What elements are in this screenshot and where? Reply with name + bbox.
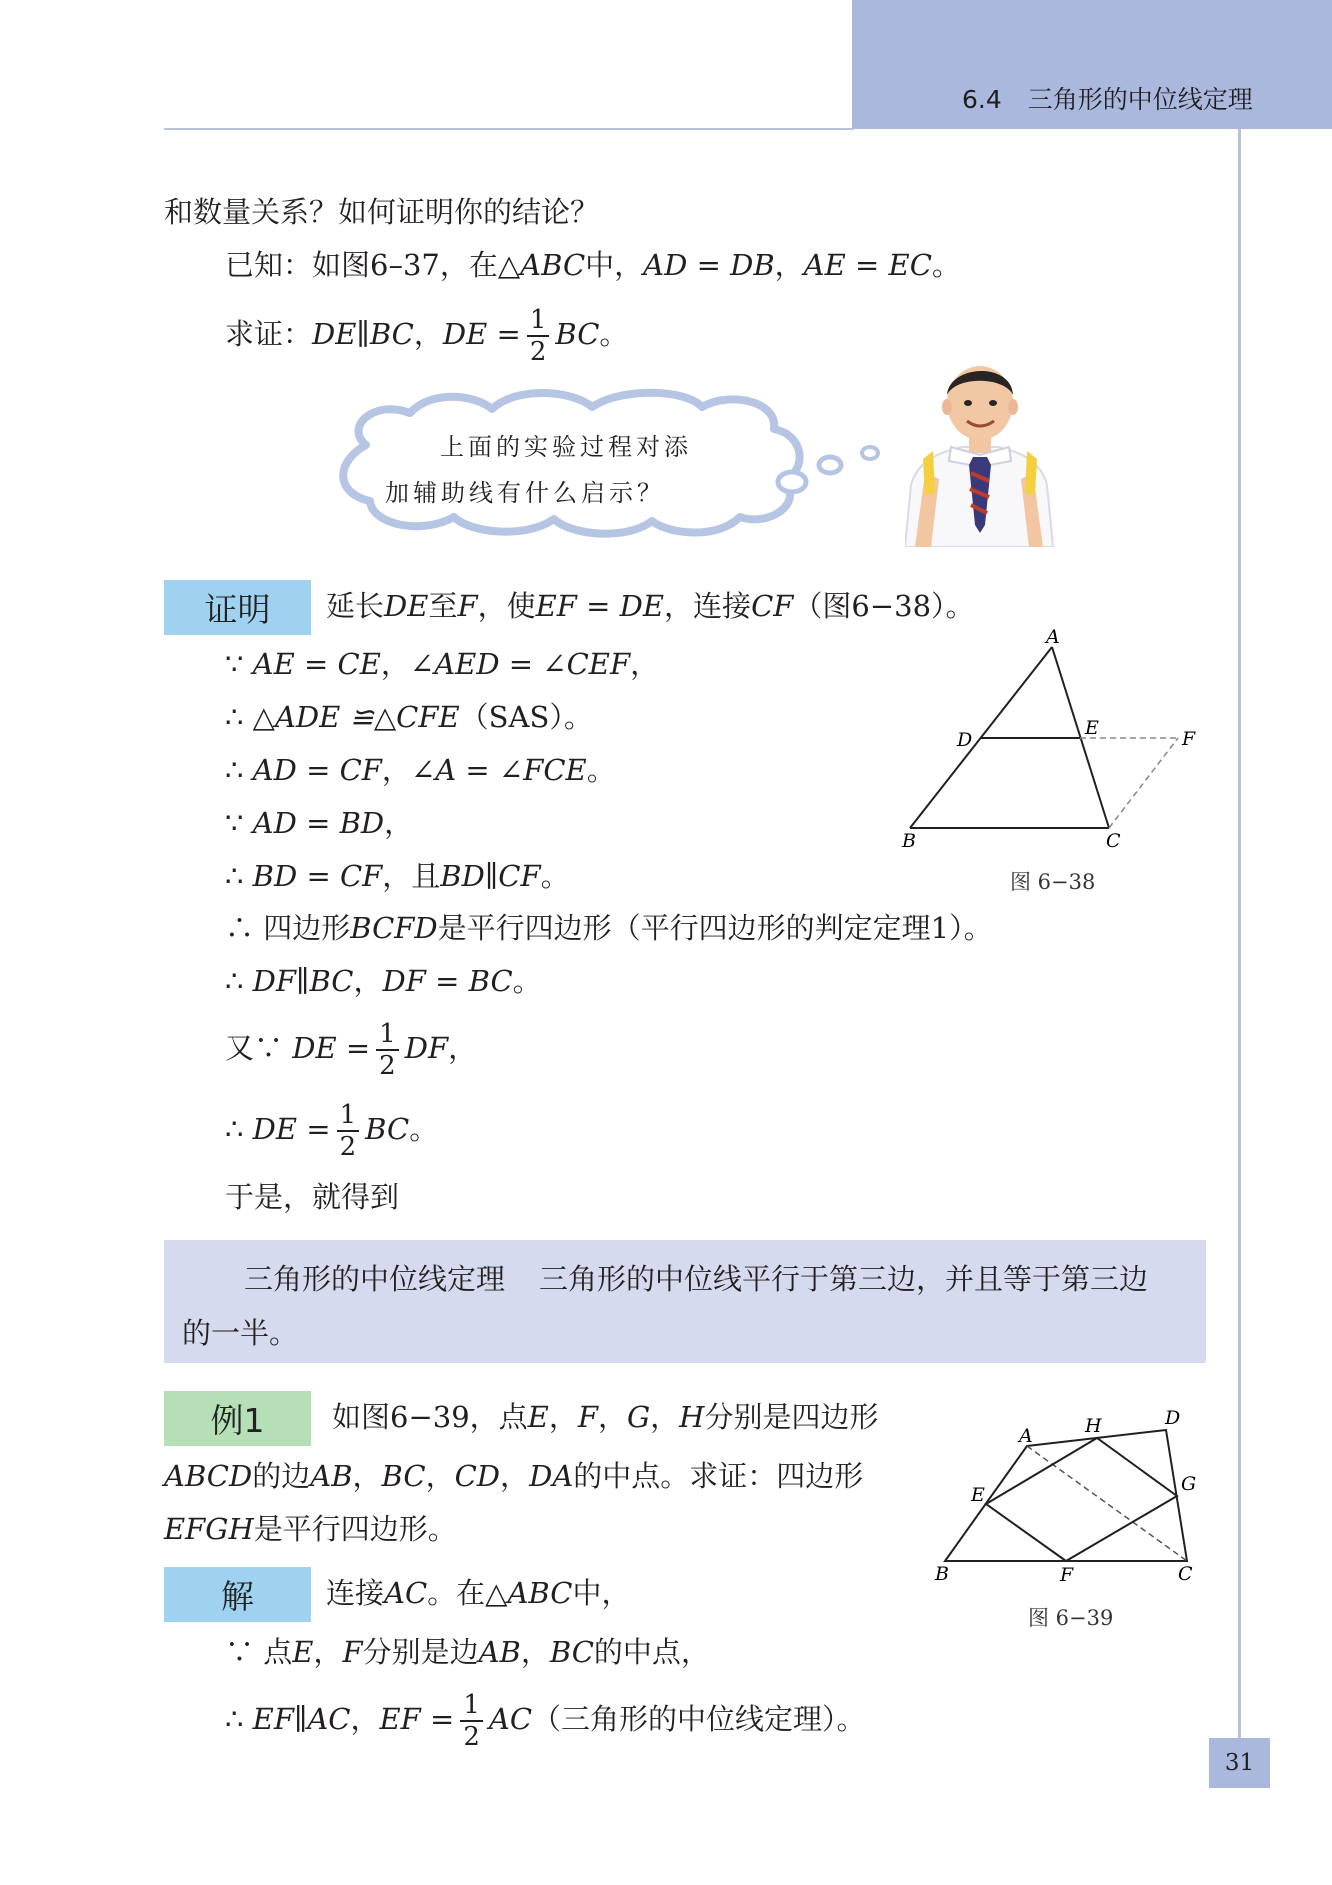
ex2-d: ， — [352, 1459, 382, 1493]
section-header — [962, 80, 1253, 116]
s1-end: ， — [630, 647, 660, 681]
given-statement — [225, 248, 961, 283]
s1-a: AE = CE — [252, 647, 381, 681]
solution-line-1 — [326, 1576, 630, 1611]
s7-end: 。 — [512, 964, 542, 998]
s1-sep: ， — [380, 647, 410, 681]
s6-c: 是平行四边形（平行四边形的判定定理1）。 — [437, 911, 993, 945]
given-mid: 中， — [585, 248, 644, 282]
figure-6-38 — [880, 625, 1210, 850]
s2-b: （SAS）。 — [459, 700, 593, 734]
s8-a: DE = — [292, 1031, 371, 1065]
label-D: D — [1165, 1407, 1181, 1429]
ex2-g: CD — [454, 1459, 501, 1493]
proof-step-4 — [225, 806, 413, 841]
label-H: H — [1085, 1415, 1102, 1437]
example-line-2 — [164, 1459, 863, 1494]
ex1-g: ， — [650, 1400, 680, 1434]
frac-num: 1 — [337, 1102, 360, 1132]
therefore-symbol: ∴ — [225, 1112, 244, 1146]
given-eq2: AE = EC — [803, 248, 932, 282]
s9-end: 。 — [409, 1112, 439, 1146]
therefore-symbol: ∴ — [225, 700, 244, 734]
header-rule — [164, 128, 854, 130]
ex2-e: BC — [381, 1459, 426, 1493]
ex2-c: AB — [310, 1459, 353, 1493]
ex1-i: 分别是四边形 — [704, 1400, 879, 1434]
s3-sep: ， — [381, 753, 411, 787]
proof-step-2 — [225, 700, 593, 735]
sol1-d: ABC — [507, 1576, 573, 1610]
sol2-f: AB — [478, 1635, 521, 1669]
s3-end: 。 — [586, 753, 616, 787]
s8-end: ， — [448, 1031, 478, 1065]
frac-num: 1 — [527, 307, 550, 337]
sol2-i: 的中点， — [593, 1635, 710, 1669]
s0-c: 至 — [428, 589, 458, 623]
sol1-a: 连接 — [326, 1576, 385, 1610]
bubble-line-1: 上面的实验过程对添 — [440, 433, 692, 461]
because-symbol: ∵ — [225, 647, 244, 681]
proof-step-7 — [225, 964, 542, 999]
sol1-e: 中， — [572, 1576, 631, 1610]
prove-sep: ， — [413, 317, 443, 351]
s8-pre: 又∵ — [225, 1031, 284, 1065]
ex2-b: 的边 — [252, 1459, 311, 1493]
s7-a: DF∥BC — [252, 964, 354, 998]
theorem-line-2: 的一半。 — [182, 1316, 299, 1350]
sol2-c: ， — [313, 1635, 343, 1669]
s9-a: DE = — [252, 1112, 331, 1146]
sol2-e: 分别是边 — [362, 1635, 479, 1669]
given-triangle: ABC — [520, 248, 586, 282]
s6-b: BCFD — [350, 911, 438, 945]
fraction-half — [337, 1102, 360, 1160]
bubble-line-2: 加辅助线有什么启示？ — [385, 479, 665, 507]
s9-b: BC — [365, 1112, 410, 1146]
figure-6-38-caption: 图 6−38 — [1010, 870, 1096, 894]
sol1-c: 。在△ — [427, 1576, 508, 1610]
boy-illustration — [905, 355, 1055, 547]
theorem-text-1: 三角形的中位线平行于第三边，并且等于第三边 — [539, 1262, 1149, 1296]
sol3-b: EF = — [379, 1702, 455, 1736]
s0-g: ，连接 — [664, 589, 752, 623]
given-prefix: 已知：如图6–37，在△ — [225, 248, 521, 282]
frac-den: 2 — [379, 1051, 396, 1081]
s6-a: 四边形 — [263, 911, 351, 945]
example-line-1 — [332, 1400, 878, 1435]
fraction-half — [460, 1692, 483, 1750]
prove-c: BC — [555, 317, 600, 351]
therefore-symbol: ∴ — [225, 911, 255, 945]
figure-6-39 — [925, 1400, 1215, 1590]
given-eq1: AD = DB — [643, 248, 775, 282]
frac-num: 1 — [376, 1021, 399, 1051]
s5-sep: ，且 — [382, 859, 441, 893]
proof-step-10: 于是，就得到 — [225, 1180, 400, 1214]
s2-a: △ADE ≌△CFE — [252, 700, 460, 734]
s5-end: 。 — [540, 859, 570, 893]
frac-den: 2 — [339, 1132, 357, 1162]
label-A: A — [1019, 1425, 1033, 1447]
sol2-g: ， — [520, 1635, 550, 1669]
therefore-symbol: ∴ — [225, 753, 244, 787]
thought-bubble — [326, 385, 896, 545]
label-C: C — [1178, 1563, 1193, 1585]
s3-a: AD = CF — [252, 753, 382, 787]
s5-a: BD = CF — [252, 859, 383, 893]
sol2-h: BC — [549, 1635, 594, 1669]
prove-statement — [225, 307, 628, 365]
frac-den: 2 — [463, 1722, 480, 1752]
theorem-name: 三角形的中位线定理 — [244, 1262, 506, 1296]
proof-step-3 — [225, 753, 616, 788]
s0-i: （图6−38）。 — [793, 589, 975, 623]
label-B: B — [935, 1563, 949, 1585]
example-label: 例1 — [164, 1391, 311, 1446]
s0-e: ，使 — [477, 589, 536, 623]
prove-a: DE∥BC — [312, 317, 414, 351]
prove-b: DE = — [442, 317, 521, 351]
page-number: 31 — [1209, 1738, 1270, 1788]
margin-rule — [1238, 129, 1241, 1739]
ex2-a: ABCD — [164, 1459, 253, 1493]
ex1-b: E — [527, 1400, 549, 1434]
sol2-a: 点 — [263, 1635, 293, 1669]
label-G: G — [1181, 1473, 1197, 1495]
ex2-j: 的中点。求证：四边形 — [573, 1459, 864, 1493]
label-E: E — [1085, 717, 1099, 739]
because-symbol: ∵ — [225, 1635, 255, 1669]
ex1-c: ， — [548, 1400, 578, 1434]
ex1-d: F — [577, 1400, 598, 1434]
proof-step-8 — [225, 1021, 477, 1079]
label-C: C — [1106, 830, 1121, 850]
therefore-symbol: ∴ — [225, 1702, 244, 1736]
s0-h: CF — [751, 589, 794, 623]
therefore-symbol: ∴ — [225, 859, 244, 893]
label-E: E — [971, 1484, 985, 1506]
prove-prefix: 求证： — [225, 317, 313, 351]
solution-label: 解 — [164, 1567, 311, 1622]
proof-step-9 — [225, 1102, 438, 1160]
figure-6-39-caption: 图 6−39 — [1028, 1606, 1114, 1630]
s3-b: ∠A = ∠FCE — [410, 753, 587, 787]
ex3-a: EFGH — [164, 1512, 254, 1546]
intro-line: 和数量关系？如何证明你的结论？ — [164, 195, 600, 229]
s0-d: F — [457, 589, 478, 623]
sol3-d: （三角形的中位线定理）。 — [532, 1702, 866, 1736]
s5-b: BD∥CF — [440, 859, 541, 893]
s4-end: ， — [384, 806, 414, 840]
proof-label: 证明 — [164, 580, 311, 635]
example-line-3 — [164, 1512, 457, 1547]
because-symbol: ∵ — [225, 806, 244, 840]
ex1-e: ， — [597, 1400, 627, 1434]
fraction-half — [376, 1021, 399, 1079]
proof-step-5 — [225, 859, 570, 894]
sol1-b: AC — [384, 1576, 428, 1610]
ex2-f: ， — [425, 1459, 455, 1493]
s7-sep: ， — [353, 964, 383, 998]
sol2-d: F — [342, 1635, 363, 1669]
label-D: D — [957, 729, 973, 751]
ex2-i: DA — [529, 1459, 574, 1493]
sol2-b: E — [292, 1635, 314, 1669]
fraction-half — [527, 307, 550, 365]
s0-b: DE — [384, 589, 429, 623]
s1-b: ∠AED = ∠CEF — [409, 647, 631, 681]
s4-a: AD = BD — [252, 806, 385, 840]
prove-end: 。 — [599, 317, 629, 351]
section-title: 三角形的中位线定理 — [1027, 85, 1253, 114]
label-B: B — [902, 830, 916, 850]
frac-den: 2 — [529, 337, 547, 367]
ex3-b: 是平行四边形。 — [253, 1512, 457, 1546]
solution-line-3 — [225, 1692, 866, 1750]
ex1-f: G — [626, 1400, 651, 1434]
theorem-line-1 — [244, 1257, 1148, 1298]
sol3-c: AC — [488, 1702, 533, 1736]
ex2-h: ， — [500, 1459, 530, 1493]
section-number: 6.4 — [962, 85, 1002, 114]
given-sep: ， — [774, 248, 804, 282]
proof-step-0 — [326, 589, 975, 624]
given-end: 。 — [931, 248, 961, 282]
solution-line-2 — [225, 1635, 710, 1670]
sol3-sep: ， — [350, 1702, 380, 1736]
therefore-symbol: ∴ — [225, 964, 244, 998]
s8-b: DF — [404, 1031, 449, 1065]
frac-num: 1 — [460, 1692, 483, 1722]
ex1-h: H — [679, 1400, 705, 1434]
label-F: F — [1182, 728, 1196, 750]
sol3-a: EF∥AC — [252, 1702, 351, 1736]
label-F: F — [1060, 1564, 1074, 1586]
label-A: A — [1046, 626, 1060, 648]
proof-step-1 — [225, 647, 659, 682]
proof-step-6 — [225, 911, 993, 946]
s0-f: EF = DE — [535, 589, 665, 623]
ex1-a: 如图6−39，点 — [332, 1400, 528, 1434]
s7-b: DF = BC — [382, 964, 513, 998]
s0-a: 延长 — [326, 589, 385, 623]
